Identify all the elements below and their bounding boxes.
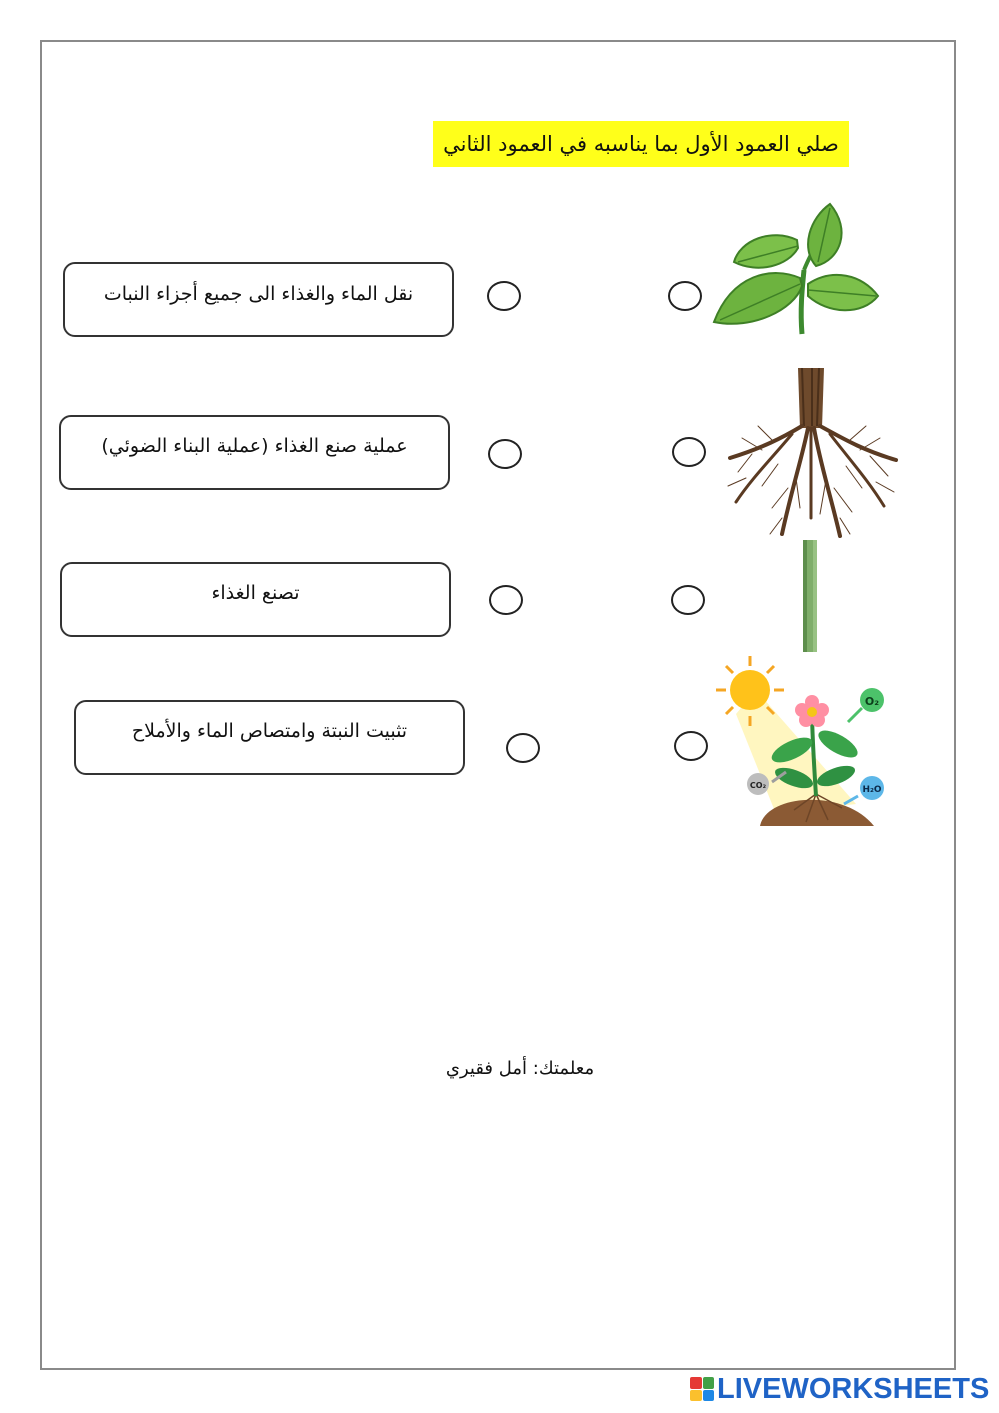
match-dot-image-2[interactable] — [672, 437, 706, 467]
definition-box-1: نقل الماء والغذاء الى جميع أجزاء النبات — [63, 262, 454, 337]
match-dot-definition-3[interactable] — [489, 585, 523, 615]
teacher-signature: معلمتك: أمل فقيري — [445, 1058, 595, 1079]
photosynthesis-icon — [716, 654, 894, 830]
match-dot-definition-4[interactable] — [506, 733, 540, 763]
match-dot-image-3[interactable] — [671, 585, 705, 615]
match-dot-definition-2[interactable] — [488, 439, 522, 469]
liveworksheets-wordmark: LIVEWORKSHEETS — [717, 1372, 990, 1405]
water-label: H₂O — [862, 785, 882, 795]
worksheet-title: صلي العمود الأول بما يناسبه في العمود الثاني — [433, 121, 849, 167]
stem-icon — [800, 540, 820, 652]
definition-box-3: تصنع الغذاء — [60, 562, 451, 637]
liveworksheets-logo — [690, 1373, 989, 1405]
oxygen-label: O₂ — [864, 695, 880, 708]
carbon-dioxide-label: CO₂ — [749, 781, 767, 790]
definition-box-4: تثبيت النبتة وامتصاص الماء والأملاح — [74, 700, 465, 775]
liveworksheets-logo-icon — [690, 1377, 714, 1401]
root-icon — [722, 368, 900, 540]
match-dot-image-4[interactable] — [674, 731, 708, 761]
match-dot-definition-1[interactable] — [487, 281, 521, 311]
leaf-icon — [712, 200, 880, 336]
match-dot-image-1[interactable] — [668, 281, 702, 311]
definition-box-2: عملية صنع الغذاء (عملية البناء الضوئي) — [59, 415, 450, 490]
